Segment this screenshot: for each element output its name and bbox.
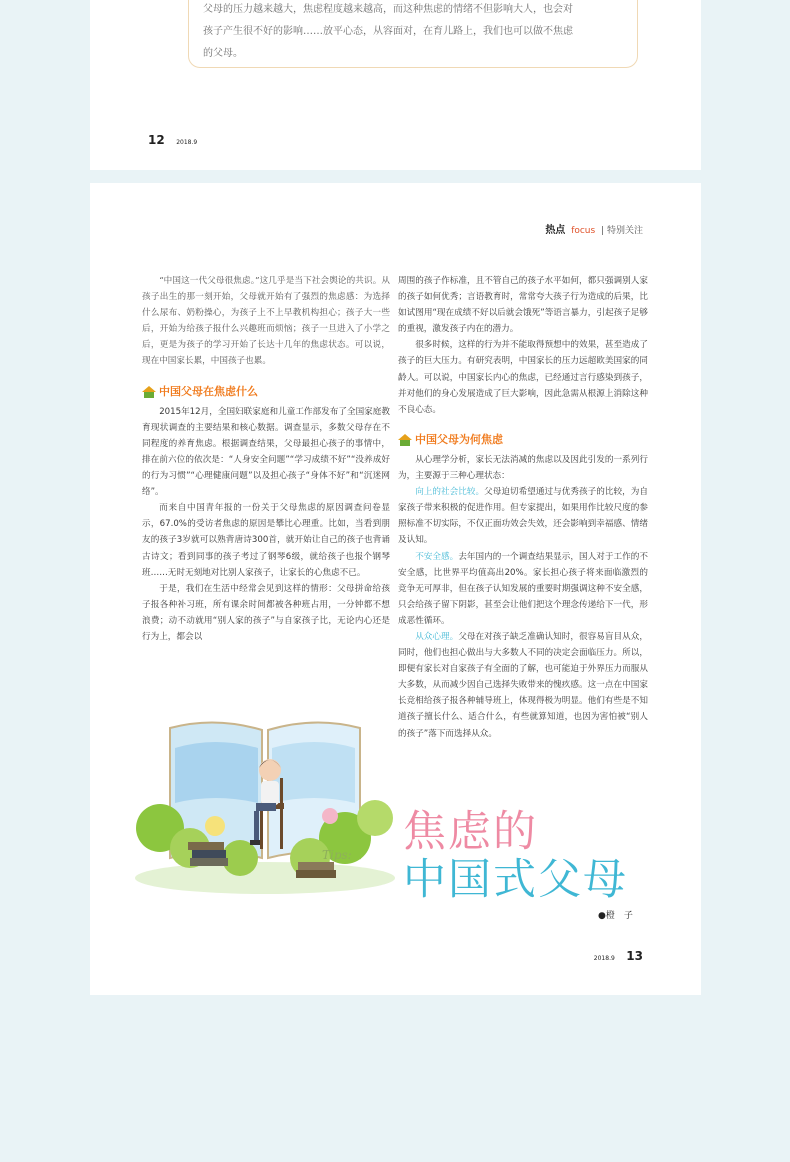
paragraph: 2015年12月，全国妇联家庭和儿童工作部发布了全国家庭教育现状调查的主要结果和核心数据。调查显示，多数父母存在不同程度的养育焦虑。根据调查结果，父母最担心孩子的事情中，排在前六位的依次是：“人身安全问题”“学习成绩不好”“没养成好的行为习惯”“心理健康问题”以及担心孩子“身体不好”和“沉迷网络”。 xyxy=(142,406,390,498)
paragraph: 周围的孩子作标准，且不管自己的孩子水平如何，都只强调别人家的孩子如何优秀；言语教育时，常常夸大孩子行为造成的后果，比如试图用“现在成绩不好以后就会饿死”等语言暴力，引起孩子足够的重视，激发孩子内在的潜力。 xyxy=(398,276,648,335)
title-line-2: 中国式父母 xyxy=(403,855,628,905)
paragraph: 从心理学分析，家长无法消减的焦虑以及因此引发的一系列行为，主要源于三种心理状态： xyxy=(398,454,648,482)
author-byline: ●橙 子 xyxy=(598,911,633,921)
left-column xyxy=(142,273,390,645)
paragraph-text: 去年国内的一个调查结果显示，国人对于工作的不安全感，比世界平均值高出20%。家长担心孩子将来面临激烈的竞争无可厚非，但在孩子认知发展的重要时期强调这种不安全感，只会给孩子留下阴影，甚至会让他们把这个理念传递给下一代，形成恶性循环。 xyxy=(398,551,648,626)
page-13 xyxy=(90,183,701,995)
paragraph: 于是，我们在生活中经常会见到这样的情形：父母拼命给孩子报各种补习班，所有课余时间都被各种班占用，一分钟都不想浪费；动不动就用“别人家的孩子”与自家孩子比，无论内心还是行为上，都会以 xyxy=(142,583,390,642)
book-child-illustration xyxy=(130,708,400,898)
keyword: 向上的社会比较。 xyxy=(415,487,485,498)
section-title-text: 中国父母在焦虑什么 xyxy=(159,384,258,398)
house-icon xyxy=(142,386,156,398)
keyword: 从众心理。 xyxy=(415,631,459,642)
issue-date: 2018.9 xyxy=(593,955,615,962)
house-icon xyxy=(398,434,412,446)
paragraph-text: 父母在对孩子缺乏准确认知时，很容易盲目从众，同时，他们也担心做出与大多数人不同的决定会面临压力。所以，即便有家长对自家孩子有全面的了解，也可能迫于外界压力而服从大多数，从而减少因自己选择失败带来的愧疚感。这一点在中国家长竞相给孩子报各种辅导班上，体现得极为明显。他们有些是不知道孩子擅长什么、适合什么，有些就算知道，也因为害怕被“别人的孩子”落下而选择从众。 xyxy=(398,631,648,739)
issue-date: 2018.9 xyxy=(176,139,198,146)
section-title-1 xyxy=(142,384,390,400)
header-focus: focus xyxy=(571,226,596,236)
page-number: 13 xyxy=(626,949,643,963)
box-line: 的父母。 xyxy=(203,48,243,59)
keyword: 不安全感。 xyxy=(415,551,459,562)
header-hot: 热点 xyxy=(545,225,566,236)
paragraph: 而来自中国青年报的一份关于父母焦虑的原因调查问卷显示，67.0%的受访者焦虑的原因是攀比心理重。比如，当看到朋友的孩子3岁就可以熟背唐诗300首，就开始让自己的孩子也背诵古诗文；看到同事的孩子考过了钢琴6级，就给孩子也报个钢琴班……无时无刻地对比别人家孩子，让家长的心焦虑不已。 xyxy=(142,503,390,578)
paragraph xyxy=(398,549,648,629)
page-folio-12 xyxy=(148,133,197,147)
article-title xyxy=(403,808,628,904)
header-special: | 特别关注 xyxy=(601,226,643,236)
page-folio-13 xyxy=(594,949,643,963)
right-column xyxy=(398,273,648,742)
intro-box xyxy=(188,0,638,68)
section-header xyxy=(545,221,643,236)
page-12-fragment xyxy=(90,0,701,170)
tips-label: Tips: xyxy=(322,848,352,862)
intro-paragraph: “中国这一代父母很焦虑。”这几乎是当下社会舆论的共识。从孩子出生的那一刻开始，父母就开始有了强烈的焦虑感：为选择什么尿布、奶粉操心，为孩子上不上早教机构担心；孩子大一些后，开始为给孩子报什么兴趣班而烦恼；孩子一旦进入了小学之后，更是为孩子的学习开始了长达十几年的焦虑状态。可以说，现在中国家长累，中国孩子也累。 xyxy=(142,276,390,367)
page-number: 12 xyxy=(148,133,165,147)
paragraph xyxy=(398,484,648,548)
paragraph xyxy=(398,629,648,742)
section-title-text: 中国父母为何焦虑 xyxy=(415,432,503,446)
box-line: 孩子产生很不好的影响……放平心态，从容面对，在育儿路上，我们也可以做不焦虑 xyxy=(203,26,573,37)
section-title-2 xyxy=(398,432,648,448)
title-line-1: 焦虑的 xyxy=(403,807,538,857)
paragraph: 很多时候，这样的行为并不能取得预想中的效果，甚至造成了孩子的巨大压力。有研究表明，中国家长的压力远超欧美国家的同龄人。可以说，中国家长内心的焦虑，已经通过言行感染到孩子，并对他们的身心发展造成了巨大影响，因此急需从根源上消除这种不良心态。 xyxy=(398,340,648,415)
box-line: 父母的压力越来越大，焦虑程度越来越高，而这种焦虑的情绪不但影响大人，也会对 xyxy=(203,4,573,15)
paragraph-text: 父母迫切希望通过与优秀孩子的比较，为自家孩子带来积极的促进作用。但专家提出，如果用作比较尺度的参照标准不切实际，不仅正面功效会失效，还会影响到幸福感、情绪及认知。 xyxy=(398,487,648,546)
